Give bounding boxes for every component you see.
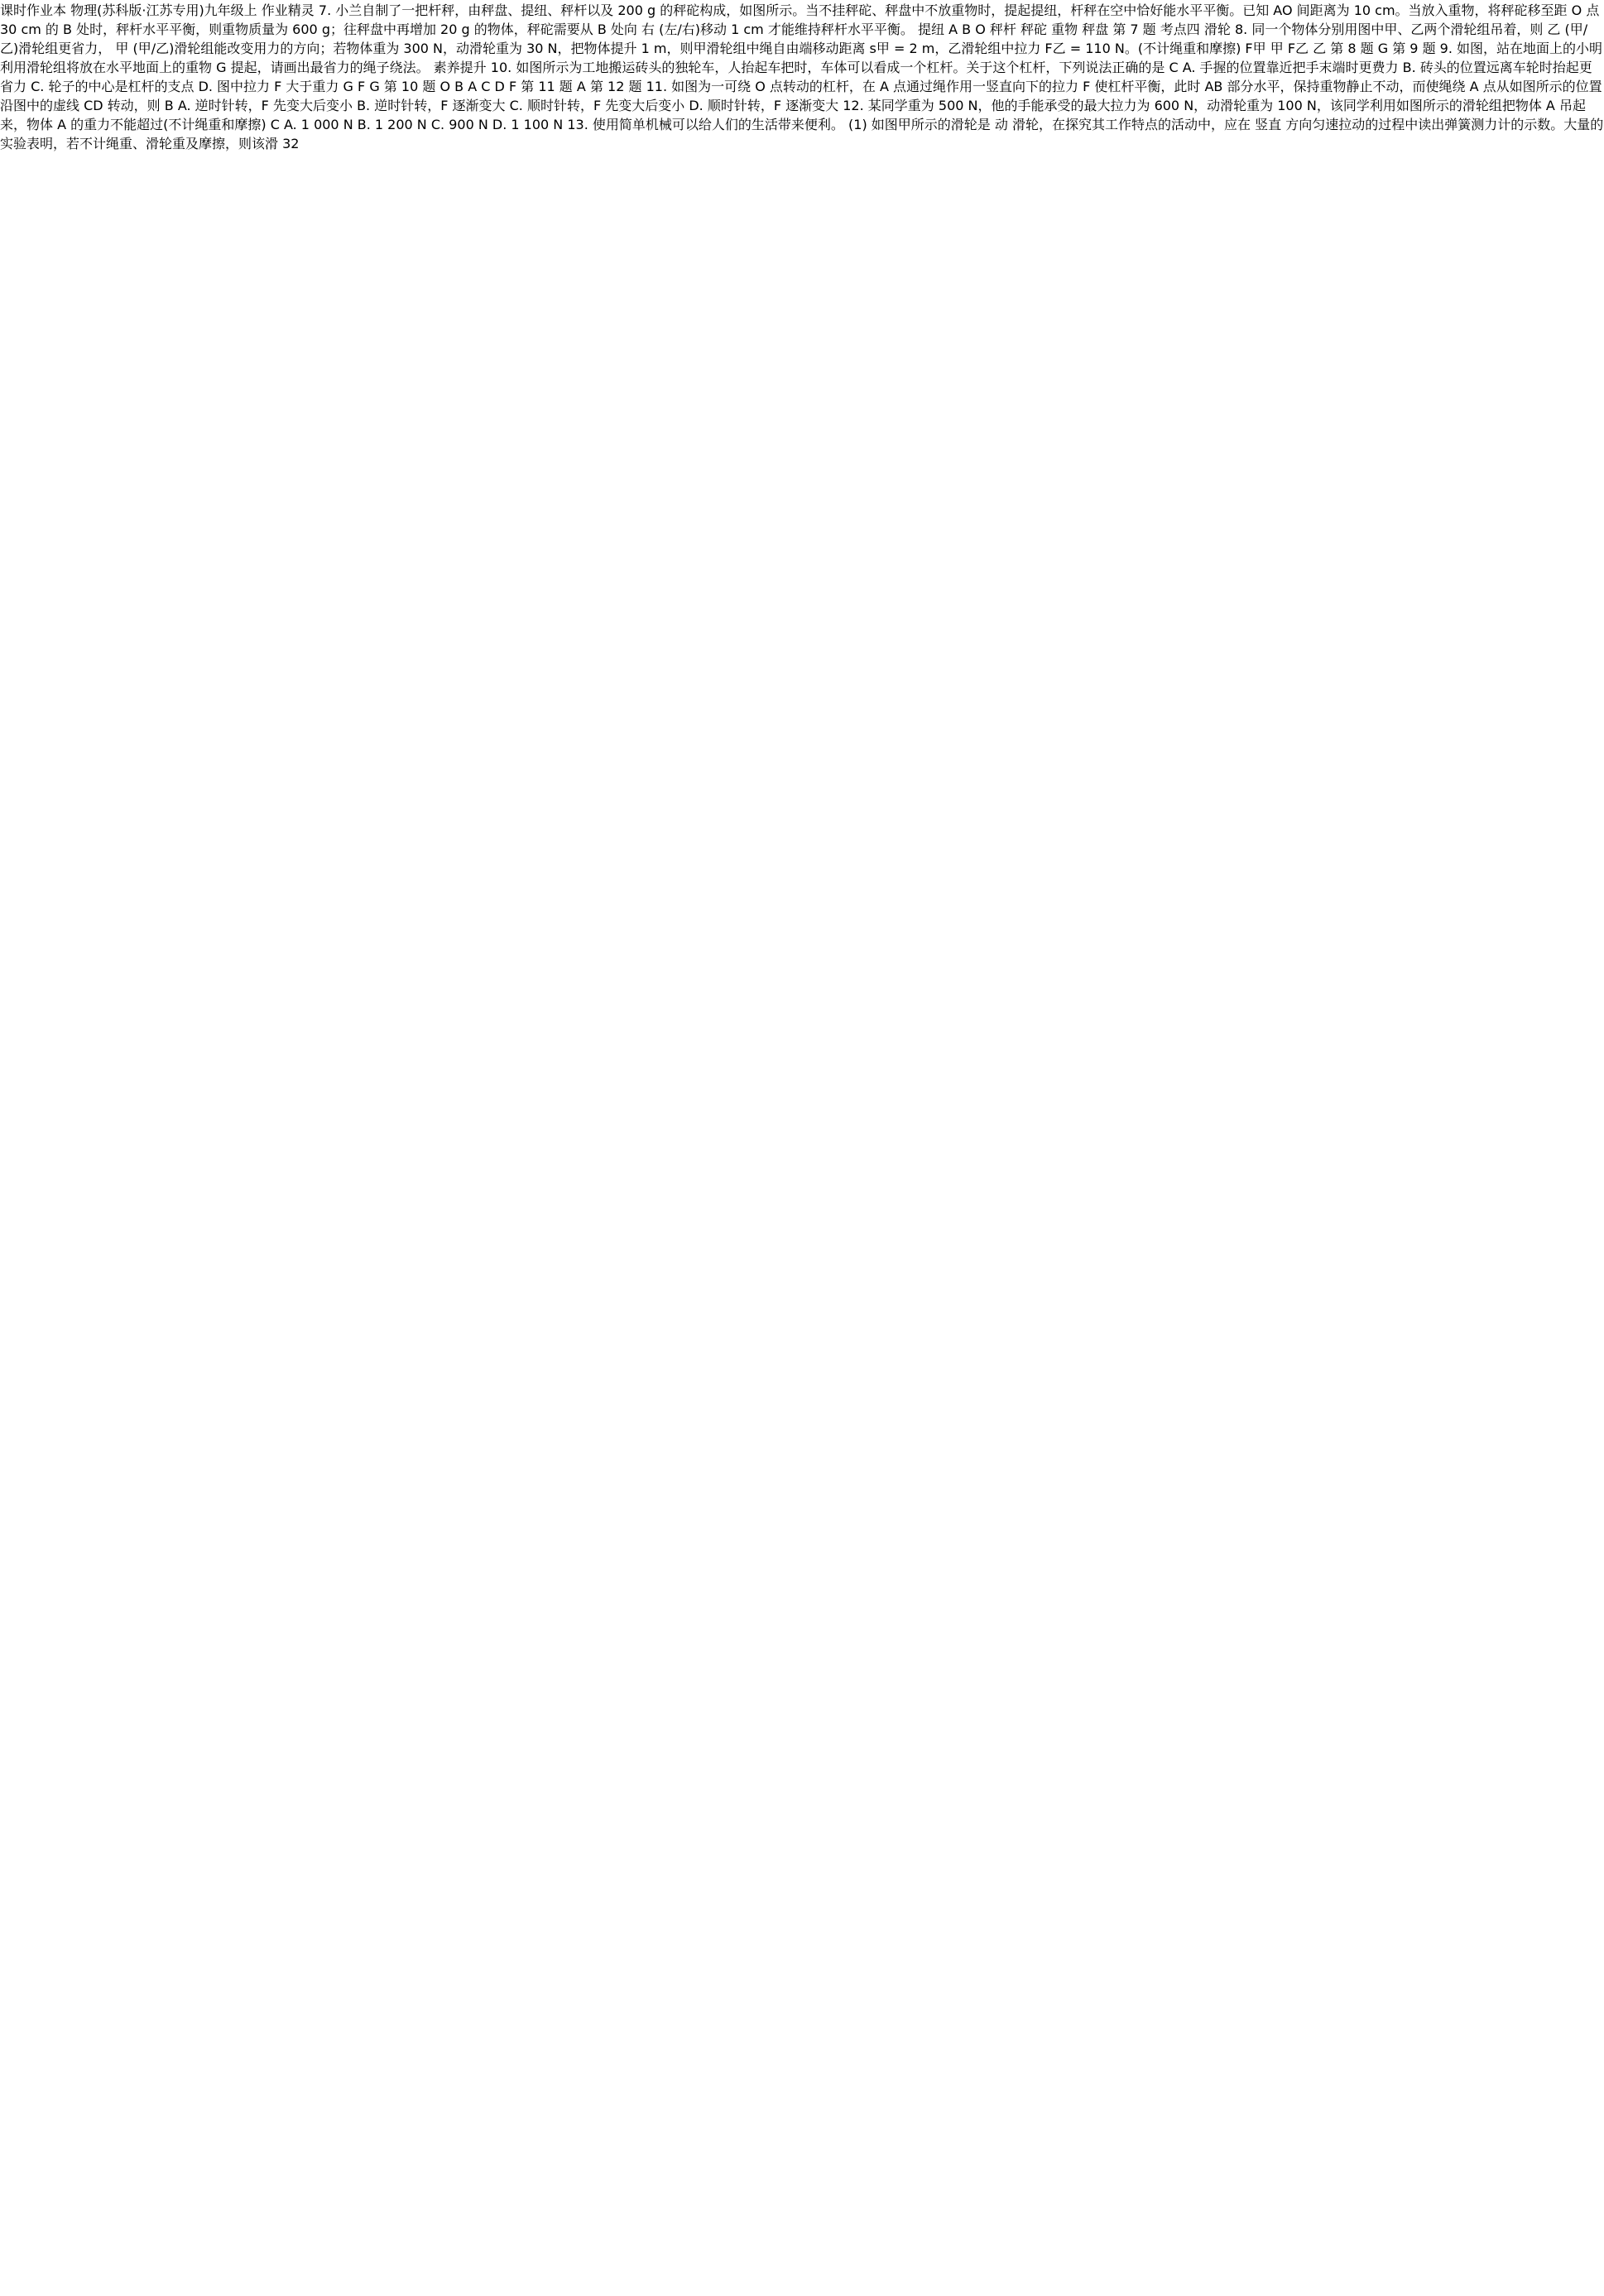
figure-caption: 第 10 题: [383, 79, 436, 94]
force-label-jia: F甲: [1245, 41, 1266, 56]
figure-caption: 第 7 题: [1112, 22, 1156, 37]
question-text: 如图为一可绕 O 点转动的杠杆，在 A 点通过绳作用一竖直向下的拉力 F 使杠杆平衡，此时 AB 部分水平，保持重物静止不动，而使绳绕 A 点从如图所示的位置沿图中的虚线 CD 转动，则: [0, 79, 1602, 113]
question-text: 如图所示为工地搬运砖头的独轮车，人抬起车把时，车体可以看成一个杠杆。关于这个杠杆，下列说法正确的是: [516, 60, 1165, 75]
label-jia: 甲: [1270, 41, 1284, 56]
option-d: D. 顺时针转，F 逐渐变大: [689, 98, 839, 113]
question-text: g；往秤盘中再增加 20 g 的物体，秤砣需要从 B 处向: [321, 22, 637, 37]
question-text: m，乙滑轮组中拉力 F乙 =: [921, 41, 1082, 56]
figure-caption: 第 11 题: [521, 79, 573, 94]
question-number: 9.: [1439, 41, 1453, 56]
question-number: 7.: [318, 2, 332, 18]
label-F: F: [358, 79, 366, 94]
force-label-yi: F乙: [1287, 41, 1309, 56]
label-chengtuo: 秤砣: [1020, 22, 1047, 37]
question-text: (左/右)移动: [659, 22, 727, 37]
option-d: D. 图中拉力 F 大于重力 G: [198, 79, 353, 94]
question-number: 11.: [646, 79, 668, 94]
answer-blank[interactable]: 1: [731, 22, 740, 37]
label-A: A: [576, 79, 586, 94]
question-text: (甲/乙)滑轮组更省力，: [0, 22, 1588, 56]
option-c: C. 900 N: [430, 117, 488, 132]
header-subject: 物理(苏科版·江苏专用)九年级上: [70, 2, 257, 18]
question-text: cm 才能维持秤杆水平平衡。: [743, 22, 914, 37]
label-O: O: [439, 79, 451, 94]
option-c: C. 轮子的中心是杠杆的支点: [31, 79, 194, 94]
question-number: 10.: [490, 60, 512, 75]
answer-blank[interactable]: 竖直: [1255, 117, 1282, 132]
label-B: B: [962, 22, 972, 37]
page: [0, 0, 1604, 152]
choice-answer[interactable]: C: [270, 117, 280, 132]
question-text: 使用简单机械可以给人们的生活带来便利。: [592, 117, 844, 132]
option-b: B. 逆时针转，F 逐渐变大: [357, 98, 506, 113]
answer-blank[interactable]: 甲: [115, 41, 129, 56]
label-A: A: [948, 22, 958, 37]
section-title: 考点四 滑轮: [1160, 22, 1231, 37]
logo-text: 课时作业本: [0, 2, 67, 18]
label-chengpan: 秤盘: [1082, 22, 1109, 37]
label-chenggan: 秤杆: [989, 22, 1016, 37]
question-text: 滑轮，在探究其工作特点的活动中，应在: [1011, 117, 1251, 132]
figure-caption: 第 9 题: [1392, 41, 1436, 56]
question-number: 13.: [567, 117, 588, 132]
question-text: 小兰自制了一把杆秤，由秤盘、提纽、秤杆以及 200 g 的秤砣构成，如图所示。当不挂秤砣、秤盘中不放重物时，提起提纽，杆秤在空中恰好能水平平衡。已知 AO 间距离为 10 cm。当放入重物，将秤砣移至距 O 点 30 cm 的 B 处时，秤杆水平平衡，则重物质量为: [0, 2, 1600, 37]
label-C: C: [481, 79, 491, 94]
answer-blank[interactable]: 110: [1085, 41, 1111, 56]
label-tizu: 提纽: [917, 22, 944, 37]
label-G: G: [369, 79, 380, 94]
label-F: F: [508, 79, 517, 94]
label-yi: 乙: [1313, 41, 1327, 56]
option-b: B. 1 200 N: [357, 117, 427, 132]
section-title: 素养提升: [433, 60, 487, 75]
question-number: 8.: [1234, 22, 1248, 37]
answer-blank[interactable]: 乙: [1547, 22, 1561, 37]
question-text: (1) 如图甲所示的滑轮是: [848, 117, 991, 132]
label-O: O: [975, 22, 986, 37]
option-a: A. 手握的位置靠近把手末端时更费力: [1182, 60, 1399, 75]
option-b: B. 砖头的位置远离车轮时抬起更省力: [0, 60, 1592, 94]
answer-blank[interactable]: 动: [994, 117, 1008, 132]
option-d: D. 1 100 N: [492, 117, 564, 132]
answer-blank[interactable]: 右: [641, 22, 656, 37]
figure-caption: 第 12 题: [589, 79, 642, 94]
question-text: (甲/乙)滑轮组能改变用力的方向；若物体重为 300 N，动滑轮重为 30 N，把物体提升 1 m，则甲滑轮组中绳自由端移动距离 s甲 =: [132, 41, 905, 56]
label-D: D: [494, 79, 505, 94]
question-number: 12.: [843, 98, 864, 113]
question-text: N。(不计绳重和摩擦): [1114, 41, 1241, 56]
label-zhongwu: 重物: [1051, 22, 1078, 37]
label-B: B: [454, 79, 464, 94]
option-a: A. 1 000 N: [283, 117, 353, 132]
question-text: 如图，站在地面上的小明利用滑轮组将放在水平地面上的重物 G 提起，请画出最省力的绳子绕法。: [0, 41, 1603, 75]
label-A: A: [468, 79, 478, 94]
page-number: 32: [282, 136, 300, 151]
question-text: 某同学重为 500 N，他的手能承受的最大拉力为 600 N，动滑轮重为 100 N，该同学利用如图所示的滑轮组把物体 A 吊起来，物体 A 的重力不能超过(不计绳重和摩擦): [0, 98, 1586, 132]
answer-blank[interactable]: 2: [909, 41, 918, 56]
answer-blank[interactable]: 600: [292, 22, 318, 37]
choice-answer[interactable]: C: [1169, 60, 1179, 75]
option-a: A. 逆时针转，F 先变大后变小: [177, 98, 353, 113]
figure-caption: 第 8 题: [1330, 41, 1374, 56]
question-text: 同一个物体分别用图中甲、乙两个滑轮组吊着，则: [1251, 22, 1544, 37]
choice-answer[interactable]: B: [164, 98, 174, 113]
option-c: C. 顺时针转，F 先变大后变小: [509, 98, 685, 113]
label-G: G: [1377, 41, 1389, 56]
question-text: 方向匀速拉动的过程中读出弹簧测力计的示数。大量的实验表明，若不计绳重、滑轮重及摩擦，则该滑: [0, 117, 1604, 151]
watermark: 作业精灵: [261, 2, 315, 18]
